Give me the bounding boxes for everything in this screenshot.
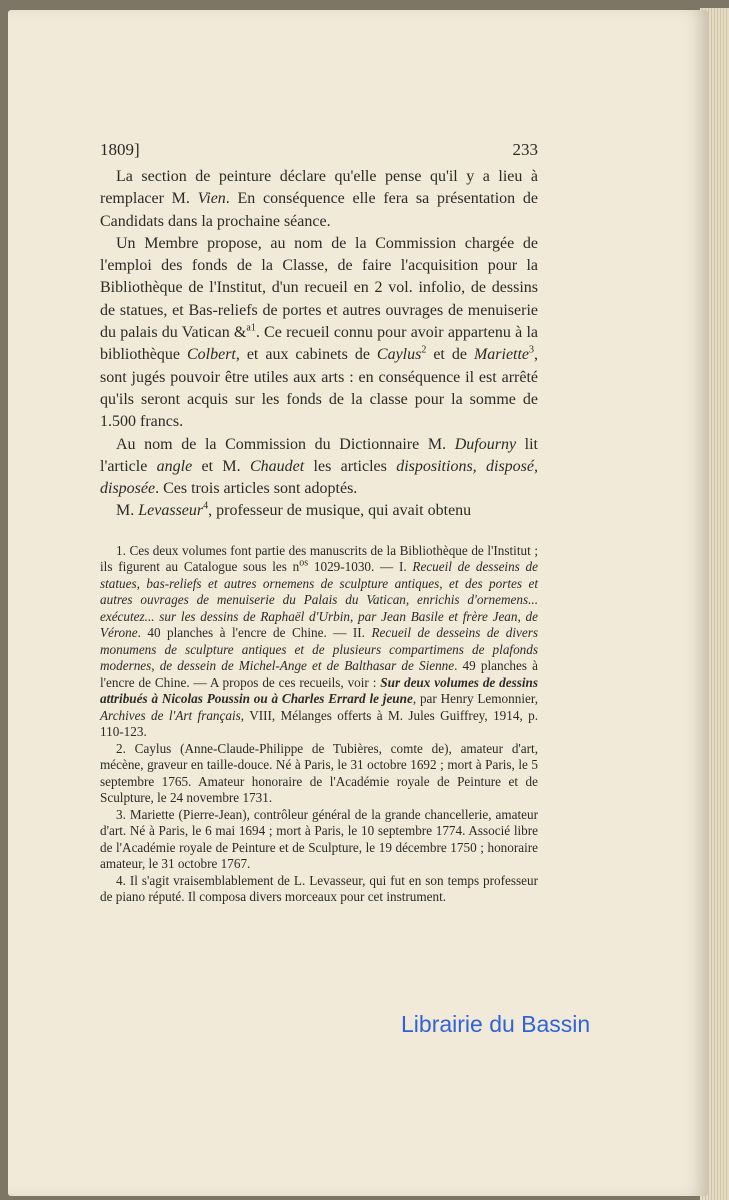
text-block xyxy=(100,140,538,906)
paragraph-3: Au nom de la Commission du Dictionnaire M. Dufourny lit l'article angle et M. Chaudet les articles dispositions, disposé, disposée. Ces trois articles sont adoptés. xyxy=(100,435,539,498)
footnote-2: 2. Caylus (Anne-Claude-Philippe de Tubières, comte de), amateur d'art, mécène, graveur en taille-douce. Né à Paris, le 31 octobre 1692 ; mort à Paris, le 5 septembre 1765. Amateur honoraire de l'Académie royale de Peinture et de Sculpture, le 24 novembre 1731. xyxy=(100,740,538,806)
paragraph-4: M. Levasseur$^4$, professeur de musique, qui avait obtenu xyxy=(116,501,472,520)
footnote-ref-2: 2 xyxy=(421,345,427,357)
watermark: Librairie du Bassin xyxy=(401,1011,591,1037)
footnote-4: 4. Il s'agit vraisemblablement de L. Levasseur, qui fut en son temps professeur de piano réputé. Il composa divers morceaux pour cet instrument. xyxy=(100,872,538,905)
footnote-ref-3: 3 xyxy=(529,345,535,357)
footnote-1: 1. Ces deux volumes font partie des manuscrits de la Bibliothèque de l'Institut ; ils figurent au Catalogue sous les $n^{os}$ 1029-1030. — I. Recueil de desseins de statues, bas-reliefs et autres ornemens de sculpture antiques, et des portes et autres ouvrages de menuiserie du Palais du Vatican, enrichis d'ornemens... exécutez... sur les dessins de Raphaël d'Urbin, par Jean Basile et frère Jean, de Vérone. 40 planches à l'encre de Chine. — II. Recueil de desseins de divers monumens de sculpture antiques et de plusieurs compartimens de plafonds modernes, de dessein de Michel-Ange et de Balthasar de Sienne. 49 planches à l'encre de Chine. — A propos de ces recueils, voir : Sur deux volumes de dessins attribués à Nicolas Poussin ou à Charles Errard le jeune, par Henry Lemonnier, Archives de l'Art français, VIII, Mélanges offerts à M. Jules Guiffrey, 1914, p. 110-123. xyxy=(100,542,539,740)
footnotes xyxy=(100,543,538,906)
page-number: 233 xyxy=(512,140,538,159)
footnote-ref-1: 1 xyxy=(250,322,256,334)
paragraph-1: La section de peinture déclare qu'elle pense qu'il y a lieu à remplacer M. Vien. En conséquence elle fera sa présentation de Candidats dans la prochaine séance. xyxy=(100,168,538,230)
footnote-3: 3. Mariette (Pierre-Jean), contrôleur général de la grande chancellerie, amateur d'art. Né à Paris, le 6 mai 1694 ; mort à Paris, le 10 septembre 1774. Associé libre de l'Académie royale de Peinture et de Sculpture, le 19 décembre 1750 ; honoraire amateur, le 31 octobre 1767. xyxy=(100,806,538,872)
running-head-year: 1809] xyxy=(100,140,140,159)
footnote-ref-4: 4 xyxy=(203,501,209,513)
running-head xyxy=(100,140,538,160)
paragraph-2: Un Membre propose, au nom de la Commission chargée de l'emploi des fonds de la Classe, de faire l'acquisition pour la Bibliothèque de l'Institut, d'un recueil en 2 vol. infolio, de dessins de statues, et Bas-reliefs de portes et autres ouvrages de menuiserie du palais du Vatican &$^{a1}$. Ce recueil connu pour avoir appartenu à la bibliothèque Colbert, et aux cabinets de Caylus$^2$ et de Mariette$^3$, sont jugés pouvoir être utiles aux arts : en conséquence il est arrêté qu'ils seront acquis sur les fonds de la classe pour la somme de 1.500 francs. xyxy=(100,234,539,431)
